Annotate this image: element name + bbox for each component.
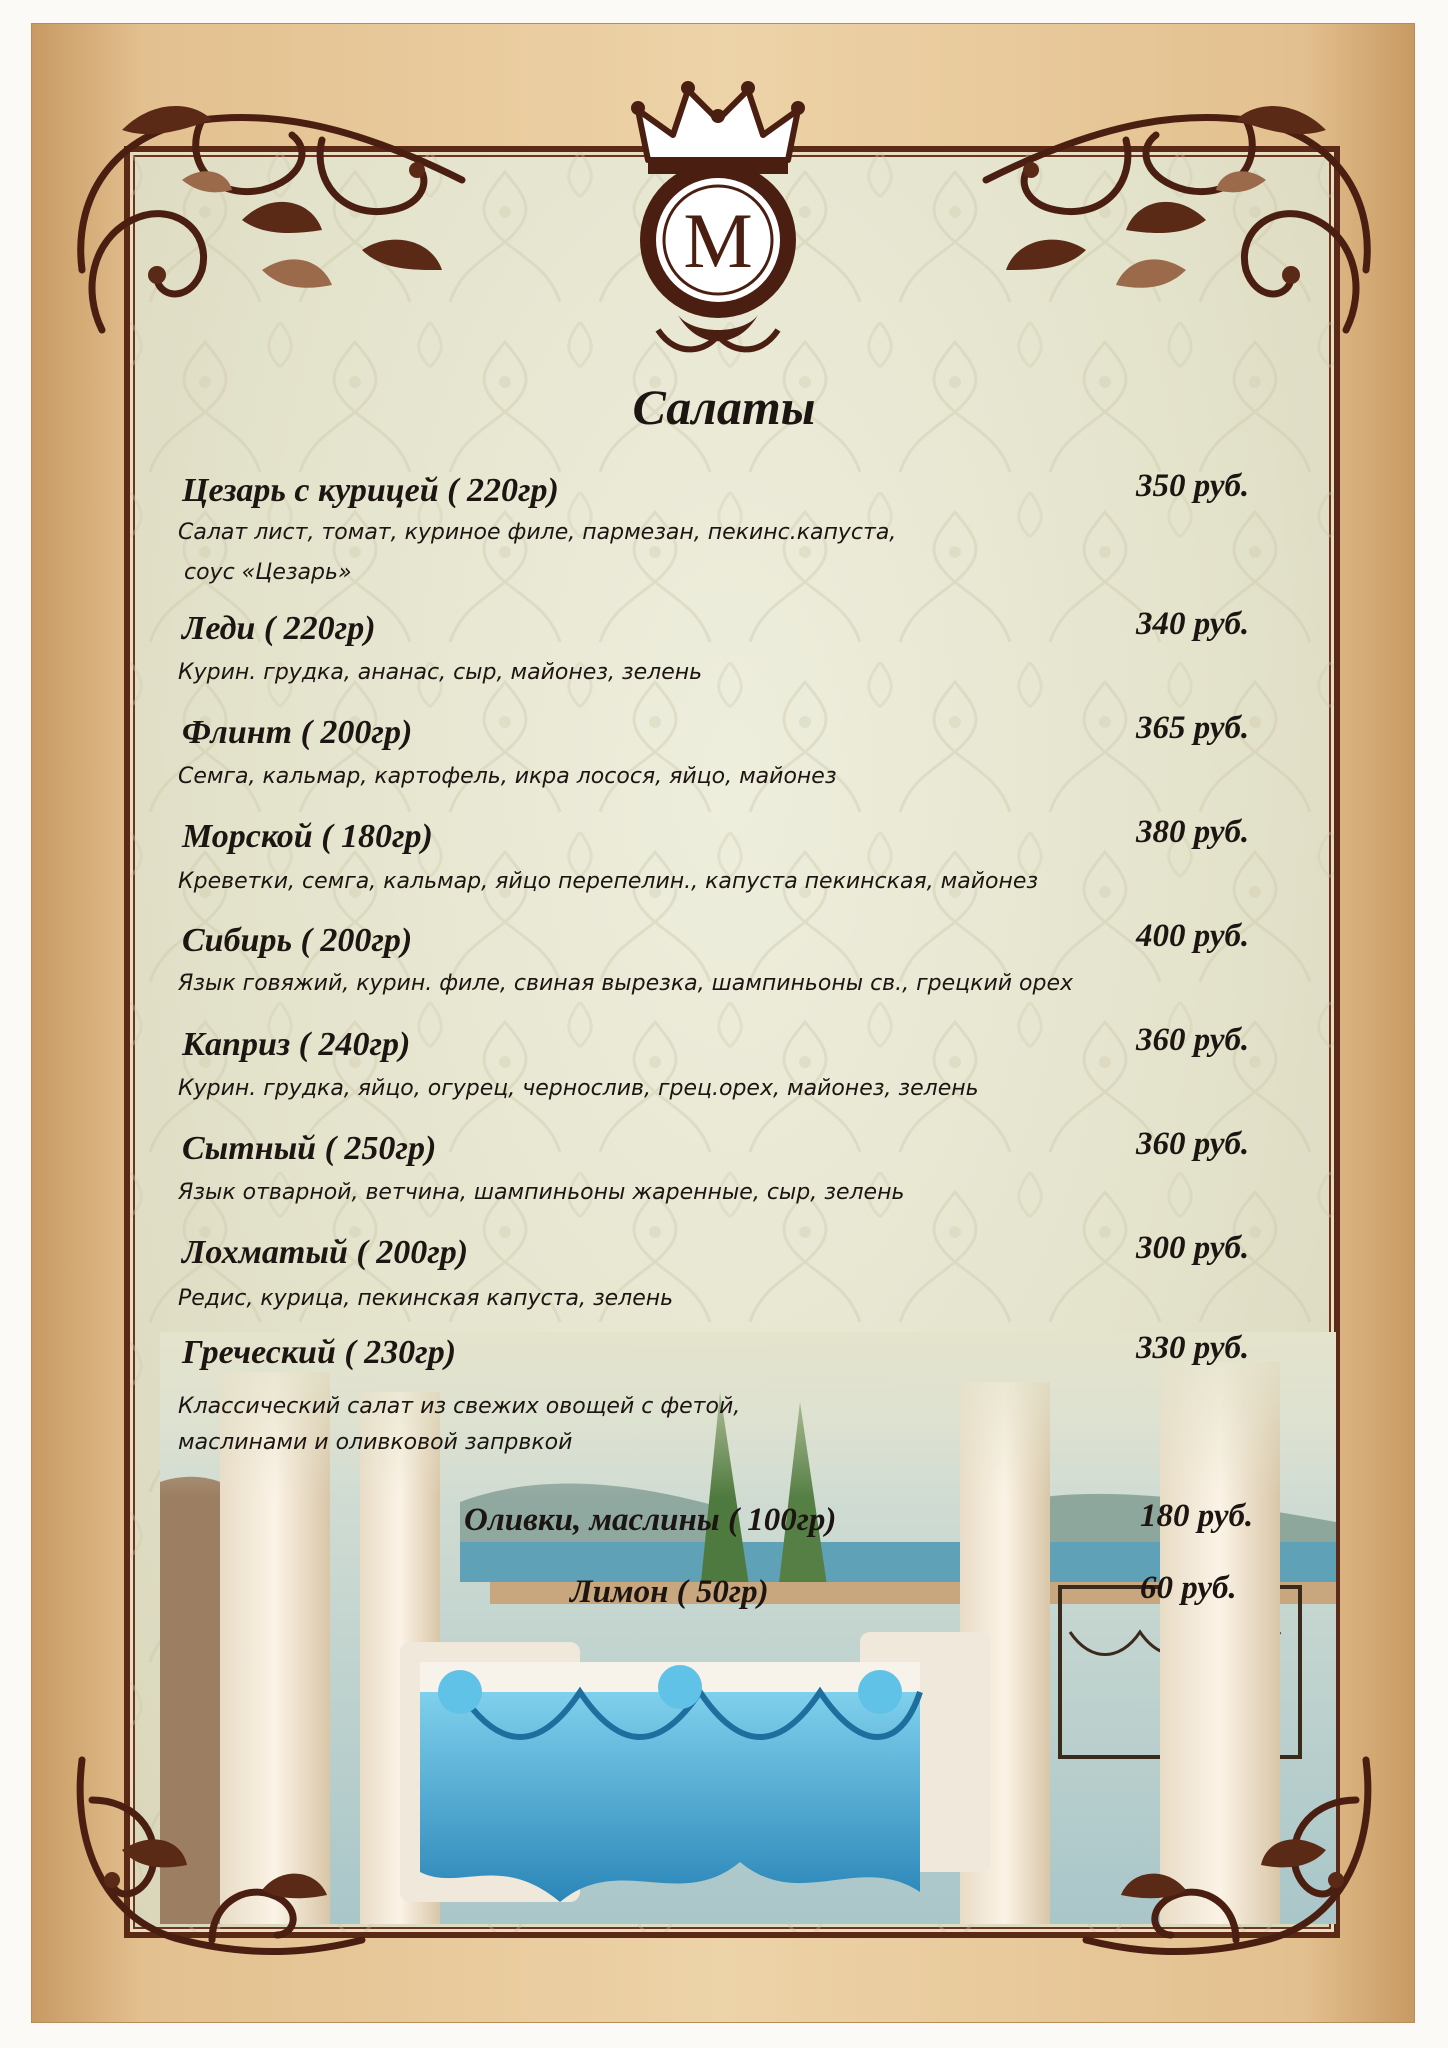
menu-item-description: Классический салат из свежих овощей с фетой,: [178, 1394, 741, 1419]
menu-item-price: 360 руб.: [1136, 1022, 1250, 1058]
menu-item-name: Каприз ( 240гр): [182, 1026, 411, 1063]
menu-item-name: Цезарь с курицей ( 220гр): [182, 472, 559, 509]
extra-item-price: 180 руб.: [1140, 1498, 1254, 1534]
menu-item-price: 380 руб.: [1136, 814, 1250, 850]
menu-item-name: Флинт ( 200гр): [182, 714, 413, 751]
menu-item-name: Сытный ( 250гр): [182, 1130, 437, 1167]
extra-item-price: 60 руб.: [1140, 1570, 1237, 1606]
ornament-top-right: [966, 70, 1386, 360]
ornament-bottom-left: [62, 1740, 382, 1980]
menu-item-price: 400 руб.: [1136, 918, 1250, 954]
menu-item-name: Лохматый ( 200гр): [182, 1234, 469, 1271]
menu-item-price: 350 руб.: [1136, 468, 1250, 504]
menu-item-description: Курин. грудка, ананас, сыр, майонез, зелень: [178, 660, 703, 685]
ornament-top-left: [62, 70, 482, 360]
menu-item-name: Сибирь ( 200гр): [182, 922, 413, 959]
menu-item-description: Курин. грудка, яйцо, огурец, чернослив, грец.орех, майонез, зелень: [178, 1076, 979, 1101]
extra-item-name: Лимон ( 50гр): [570, 1574, 769, 1610]
menu-item-price: 330 руб.: [1136, 1330, 1250, 1366]
menu-item-description: Язык говяжий, курин. филе, свиная вырезка, шампиньоны св., грецкий орех: [178, 971, 1074, 996]
menu-item-description: Креветки, семга, кальмар, яйцо перепелин., капуста пекинская, майонез: [178, 869, 1039, 894]
menu-item-description: маслинами и оливковой запрвкой: [178, 1430, 573, 1455]
menu-item-name: Леди ( 220гр): [182, 610, 376, 647]
menu-item-price: 300 руб.: [1136, 1230, 1250, 1266]
menu-item-name: Морской ( 180гр): [182, 818, 433, 855]
menu-item-name: Греческий ( 230гр): [182, 1334, 457, 1371]
crown-monogram-icon: [618, 60, 818, 360]
menu-item-price: 360 руб.: [1136, 1126, 1250, 1162]
menu-item-description: Язык отварной, ветчина, шампиньоны жаренные, сыр, зелень: [178, 1180, 905, 1205]
menu-item-description: Редис, курица, пекинская капуста, зелень: [178, 1286, 674, 1311]
menu-item-description: Салат лист, томат, куриное филе, пармезан, пекинс.капуста,: [178, 520, 897, 545]
ornament-bottom-right: [1066, 1740, 1386, 1980]
section-title: Салаты: [632, 379, 816, 435]
extra-item-name: Оливки, маслины ( 100гр): [464, 1502, 837, 1538]
logo-letter: M: [683, 197, 753, 284]
menu-item-price: 365 руб.: [1136, 710, 1250, 746]
menu-item-description: соус «Цезарь»: [184, 560, 352, 585]
menu-item-description: Семга, кальмар, картофель, икра лосося, яйцо, майонез: [178, 764, 837, 789]
menu-item-price: 340 руб.: [1136, 606, 1250, 642]
